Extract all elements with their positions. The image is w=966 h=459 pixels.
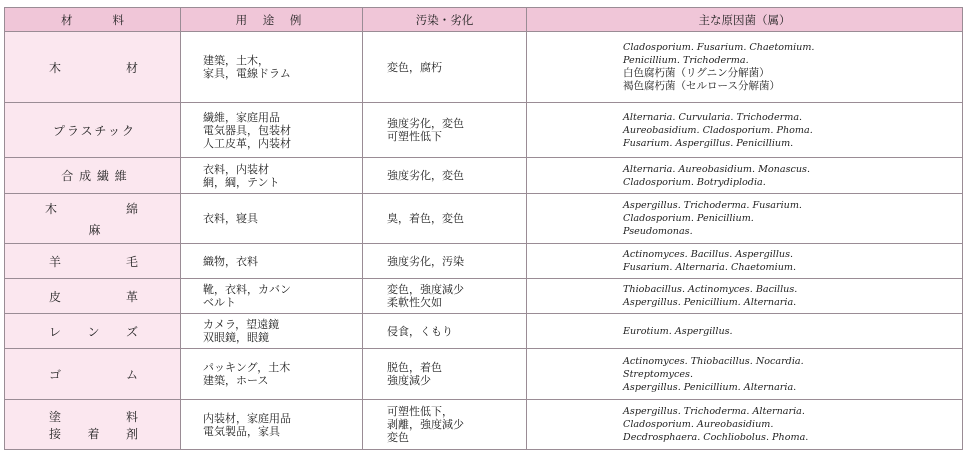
damage-line: 臭，着色，変色 [387, 212, 464, 225]
table-row-lens [5, 314, 963, 349]
organism-line: Thiobacillus. Actinomyces. Bacillus. [623, 284, 798, 295]
usage-line: 靴，衣料，カバン [203, 283, 291, 296]
material-cell [5, 400, 181, 450]
usage-line: パッキング，土木 [203, 361, 291, 374]
material-char: 木 [45, 201, 58, 216]
organisms-cell [527, 400, 963, 450]
organism-line: Aureobasidium. Cladosporium. Phoma. [623, 124, 813, 136]
material-cell [5, 349, 181, 400]
damage-line: 変色，腐朽 [387, 60, 442, 74]
damage-cell [363, 400, 527, 450]
damage-line: 強度減少 [387, 374, 431, 387]
usage-line: 建築，土木， [203, 54, 269, 67]
material-label: プラスチック [52, 123, 137, 138]
organism-line: Aspergillus. Penicillium. Alternaria. [623, 381, 797, 393]
table-row-synthetic-fiber [5, 158, 963, 194]
usage-line: 人工皮革，内装材 [203, 136, 291, 150]
usage-line: 網，綱，テント [203, 175, 280, 189]
material-cell [5, 244, 181, 279]
damage-line: 侵食，くもり [387, 324, 453, 338]
organism-line: 白色腐朽菌（リグニン分解菌） [623, 67, 770, 79]
organisms-cell [527, 103, 963, 158]
damage-cell [363, 244, 527, 279]
material-cell [5, 32, 181, 103]
organisms-cell [527, 314, 963, 349]
material-char: 革 [125, 289, 138, 304]
organism-line: Fusarium. Alternaria. Chaetomium. [623, 262, 797, 273]
organism-line: Aspergillus. Penicillium. Alternaria. [623, 297, 797, 308]
damage-line: 可塑性低下 [387, 130, 442, 143]
header-organisms: 主な原因菌（属） [527, 8, 963, 32]
material-label: 合 成 繊 維 [61, 169, 128, 183]
organism-line: Decdrosphaera. Cochliobolus. Phoma. [623, 432, 809, 443]
header-damage: 汚染・劣化 [363, 8, 527, 32]
damage-line: 強度劣化，汚染 [387, 254, 464, 268]
organism-line: Eurotium. Aspergillus. [623, 325, 733, 337]
table-row-paint-adhesive [5, 400, 963, 450]
usage-cell [181, 158, 363, 194]
table-row-wool [5, 244, 963, 279]
damage-cell [363, 32, 527, 103]
usage-line: 内装材，家庭用品 [203, 411, 291, 425]
table-row-rubber [5, 349, 963, 400]
usage-cell [181, 314, 363, 349]
material-cell [5, 194, 181, 244]
microbial-damage-table [4, 7, 963, 450]
damage-cell [363, 103, 527, 158]
organisms-cell [527, 244, 963, 279]
material-char: 料 [125, 409, 138, 424]
usage-cell [181, 400, 363, 450]
usage-line: 繊維，家庭用品 [203, 110, 280, 124]
material-char: 羊 [49, 254, 62, 269]
usage-line: 衣料，内装材 [203, 162, 269, 176]
microbial-damage-table-container [4, 7, 962, 450]
organism-line: Fusarium. Aspergillus. Penicillium. [623, 137, 794, 149]
organism-line: Actinomyces. Bacillus. Aspergillus. [623, 249, 794, 260]
material-char: 毛 [125, 254, 138, 269]
damage-line: 脱色，着色 [387, 361, 442, 374]
damage-line: 強度劣化，変色 [387, 169, 464, 182]
organism-line: 褐色腐朽菌（セルロース分解菌） [623, 80, 780, 92]
header-row [5, 8, 963, 32]
organism-line: Cladosporium. Aureobasidium. [623, 419, 774, 430]
damage-cell [363, 194, 527, 244]
table-row-wood [5, 32, 963, 103]
organism-line: Alternaria. Aureobasidium. Monascus. [623, 163, 811, 175]
organism-line: Penicillium. Trichoderma. [623, 55, 749, 66]
header-material-char: 料 [112, 12, 124, 27]
material-char: 木 [49, 60, 62, 75]
organism-line: Cladosporium. Fusarium. Chaetomium. [623, 42, 815, 53]
material-char: ズ [125, 324, 138, 339]
usage-line: ベルト [203, 296, 236, 309]
material-cell [5, 158, 181, 194]
material-char: ン [87, 324, 100, 339]
organism-line: Streptomyces. [623, 368, 694, 380]
organisms-cell [527, 32, 963, 103]
organism-line: Cladosporium. Penicillium. [623, 213, 754, 224]
usage-cell [181, 244, 363, 279]
usage-cell [181, 32, 363, 103]
usage-cell [181, 103, 363, 158]
organism-line: Aspergillus. Trichoderma. Alternaria. [623, 406, 805, 417]
organism-line: Alternaria. Curvularia. Trichoderma. [623, 111, 803, 123]
usage-cell [181, 194, 363, 244]
organism-line: Cladosporium. Botrydiplodia. [623, 176, 766, 188]
material-char: 着 [87, 426, 100, 441]
usage-line: 双眼鏡，眼鏡 [203, 331, 269, 344]
material-char: 塗 [49, 409, 62, 424]
damage-line: 剥離，強度減少 [387, 418, 464, 431]
damage-line: 強度劣化，変色 [387, 117, 464, 130]
organisms-cell [527, 279, 963, 314]
organisms-cell [527, 158, 963, 194]
material-char: 接 [49, 426, 62, 441]
material-char: 皮 [49, 289, 62, 304]
header-material [5, 8, 181, 32]
header-usage: 用 途 例 [181, 8, 363, 32]
material-cell [5, 279, 181, 314]
usage-line: 建築，ホース [203, 374, 269, 387]
damage-line: 変色，強度減少 [387, 283, 464, 296]
usage-line: カメラ，望遠鏡 [203, 318, 280, 331]
organism-line: Aspergillus. Trichoderma. Fusarium. [623, 200, 802, 211]
damage-cell [363, 279, 527, 314]
material-char: ム [125, 367, 138, 382]
usage-line: 織物，衣料 [203, 254, 258, 268]
usage-line: 電気器具，包装材 [203, 123, 291, 137]
material-char: 材 [125, 60, 138, 75]
damage-line: 可塑性低下， [387, 405, 453, 418]
damage-cell [363, 349, 527, 400]
usage-cell [181, 349, 363, 400]
table-row-cotton-hemp [5, 194, 963, 244]
organism-line: Pseudomonas. [623, 226, 693, 237]
usage-line: 電気製品，家具 [203, 424, 280, 438]
damage-line: 柔軟性欠如 [387, 296, 442, 309]
header-material-char: 材 [61, 12, 73, 27]
damage-line: 変色 [387, 431, 409, 444]
organisms-cell [527, 349, 963, 400]
table-row-plastic [5, 103, 963, 158]
damage-cell [363, 158, 527, 194]
material-char: 麻 [88, 222, 101, 237]
material-char: ゴ [49, 367, 62, 382]
damage-cell [363, 314, 527, 349]
usage-line: 衣料，寝具 [203, 212, 258, 225]
material-char: レ [49, 324, 62, 339]
material-cell [5, 103, 181, 158]
usage-line: 家具，電線ドラム [203, 67, 291, 80]
usage-cell [181, 279, 363, 314]
material-char: 剤 [125, 426, 138, 441]
material-char: 綿 [125, 201, 138, 216]
organisms-cell [527, 194, 963, 244]
table-row-leather [5, 279, 963, 314]
material-cell [5, 314, 181, 349]
organism-line: Actinomyces. Thiobacillus. Nocardia. [623, 355, 804, 367]
